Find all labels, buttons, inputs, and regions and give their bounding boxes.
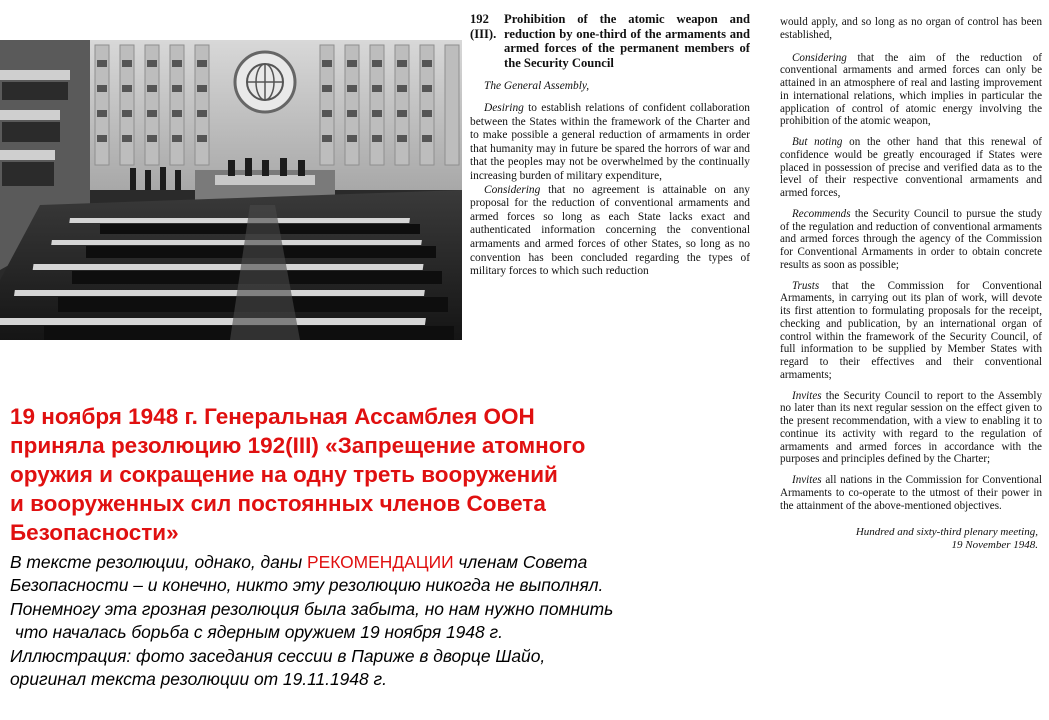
meeting-line: Hundred and sixty-third plenary meeting, [855, 526, 1038, 539]
resolution-title [470, 12, 750, 70]
paragraph-text: the Security Council to pursue the study of the regulation and reduction of conventional armaments and armed forces through the agency of the Commission for Conventional Armaments in order to obtain concrete results as soon as possible; [780, 207, 1042, 271]
headline-line: 19 ноября 1948 г. Генеральная Ассамблея ООН [10, 404, 535, 429]
body-line [10, 551, 770, 574]
body-line: Безопасности – и конечно, никто эту резолюцию никогда не выполнял. [10, 575, 604, 596]
assembly-hall-photo [0, 40, 462, 340]
paragraph-text: the Security Council to report to the Assembly no later than its next regular session on the effect given to the present recommendation, with a view to enabling it to continue its activity with regard to the regulation of armaments and armed forces in accordance with the purposes and principles defined by the Charter; [780, 389, 1042, 466]
body-line: оригинал текста резолюции от 19.11.1948 г. [10, 669, 387, 690]
body-text-part: В тексте резолюции, однако, даны [10, 552, 308, 572]
resolution-paragraph [470, 184, 750, 279]
caption-body [10, 551, 770, 691]
caption-headline [10, 402, 770, 547]
paragraph-text: that the Commission for Conventional Armaments, in carrying out its plan of work, will devote its first attention to formulating proposals for the receipt, checking and publication, by an international organ of control within the framework of the Security Council, of full information to be supplied by Member States with regard to their effectives and their conventional armaments; [780, 279, 1042, 381]
paragraph-lead: Trusts [792, 279, 820, 292]
paragraph-lead: Desiring [484, 101, 524, 114]
resolution-continuation: would apply, and so long as no organ of control has been established, [780, 16, 1042, 41]
resolution-paragraph [780, 208, 1042, 272]
body-line: Понемногу эта грозная резолюция была забыта, но нам нужно помнить [10, 598, 614, 619]
body-line: что началась борьба с ядерным оружием 19 ноября 1948 г. [10, 622, 503, 643]
un-emblem-icon [235, 52, 295, 112]
headline-line: оружия и сокращение на одну треть вооружений [10, 462, 558, 487]
resolution-subject: The General Assembly, [484, 80, 590, 93]
resolution-paragraph [780, 136, 1042, 200]
resolution-paragraph [780, 52, 1042, 129]
headline-line: Безопасности» [10, 520, 179, 545]
meeting-signature [780, 526, 1042, 552]
assembly-hall-illustration [0, 40, 462, 340]
paragraph-lead: Invites [792, 474, 822, 486]
paragraph-lead: But noting [792, 136, 843, 148]
headline-line: приняла резолюцию 192(III) «Запрещение атомного [10, 433, 586, 458]
paragraph-text: all nations in the Commission for Conventional Armaments to co-operate to the utmost of their power in the attainment of the above-mentioned objectives. [780, 474, 1042, 512]
paragraph-text: that no agreement is attainable on any proposal for the reduction of conventional armaments and armed forces so long as each State lacks exact and authenticated information concerning the conventional armaments and armed forces of other States, so long as no convention has been concluded regarding the types of military forces to which such reduction [470, 183, 750, 278]
paragraph-text: that the aim of the reduction of conventional armaments and armed forces can only be attained in an atmosphere of real and lasting improvement in international relations, which implies in particular the application of control of atomic energy involving the prohibition of the atomic weapon, [780, 51, 1042, 128]
resolution-paragraph [780, 390, 1042, 467]
recommendations-highlight: РЕКОМЕНДАЦИИ [307, 552, 454, 572]
body-text-part: членам Совета [453, 552, 588, 572]
paragraph-text: to establish relations of confident collaboration between the States within the framework of the Charter and to make possible a general reduction of armaments in order that humanity may in future be spared the horrors of war and that the peoples may not be overwhelmed by the continually increasing burden of military expenditure, [470, 101, 750, 182]
meeting-date: 19 November 1948. [951, 539, 1038, 552]
resolution-number: 192 (III). [470, 12, 497, 41]
paragraph-lead: Considering [484, 183, 541, 196]
headline-line: и вооруженных сил постоянных членов Совета [10, 491, 546, 516]
paragraph-lead: Recommends [792, 207, 851, 220]
resolution-title-text: Prohibition of the atomic weapon and reduction by one-third of the armaments and armed forces of the permanent members of the Security Council [504, 12, 750, 70]
body-line: Иллюстрация: фото заседания сессии в Париже в дворце Шайо, [10, 645, 546, 666]
paragraph-lead: Invites [792, 389, 822, 402]
caption [10, 402, 770, 691]
resolution-column-left [470, 12, 750, 392]
paragraph-lead: Considering [792, 51, 847, 64]
resolution-column-right [780, 16, 1042, 716]
resolution-paragraph [780, 474, 1042, 512]
paragraph-text: on the other hand that this renewal of confidence would be greatly encouraged if States were placed in possession of precise and verified data as to the level of their respective conventional armaments and armed forces, [780, 136, 1042, 199]
resolution-paragraph [470, 102, 750, 184]
resolution-paragraph [780, 280, 1042, 382]
